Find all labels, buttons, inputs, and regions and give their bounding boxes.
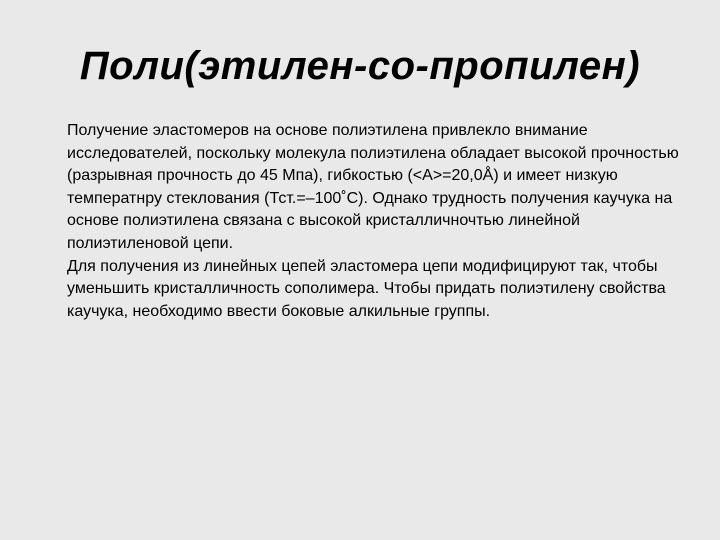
slide-title: Поли(этилен-со-пропилен) <box>79 44 641 88</box>
body-paragraph-1: Получение эластомеров на основе полиэтилена привлекло внимание исследователей, поскольку молекула полиэтилена обладает высокой прочностью (разрывная прочность до 45 Мпа), гибкостью (<A>=20,0Å) и имеет низкую температнру стеклования (Тст.=–100˚С). Однако трудность получения каучука на основе полиэтилена связана с высокой кристалличночтью линейной полиэтиленовой цепи. <box>67 122 679 252</box>
body-paragraph-2: Для получения из линейных цепей эластомера цепи модифицируют так, чтобы уменьшить кристалличность сополимера. Чтобы придать полиэтилену свойства каучука, необходимо ввести боковые алкильные группы. <box>67 257 666 320</box>
slide-body <box>67 120 687 323</box>
